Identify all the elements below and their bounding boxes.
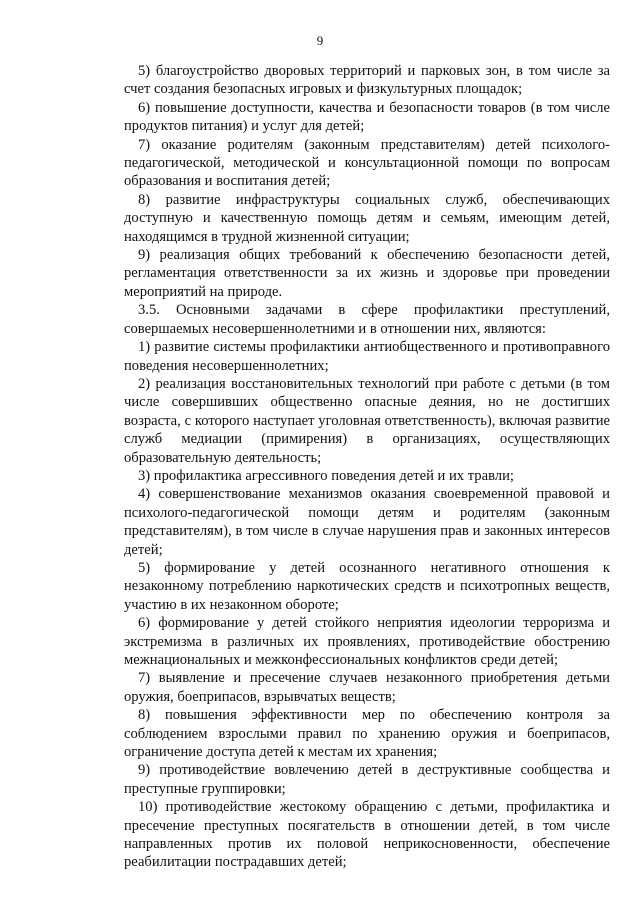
list-item-6-goods-accessibility: 6) повышение доступности, качества и безопасности товаров (в том числе продуктов питания) и услуг для детей;: [124, 99, 610, 135]
task-item-3: 3) профилактика агрессивного поведения детей и их травли;: [138, 467, 514, 484]
task-item-7: 7) выявление и пресечение случаев незаконного приобретения детьми оружия, боеприпасов, взрывчатых веществ;: [124, 670, 610, 705]
list-item-7-parent-assistance: 7) оказание родителям (законным представителям) детей психолого-педагогической, методической и консультационной помощи по вопросам образования и воспитания детей;: [124, 136, 610, 190]
task-item-2: 2) реализация восстановительных технологий при работе с детьми (в том числе совершивших общественно опасные деяния, но не достигших возраста, с которого наступает уголовная ответственность), включая развитие служб медиации (примирения) в организациях, осуществляющих образовательную деятельность;: [124, 375, 610, 466]
page-number: 9: [316, 33, 324, 48]
task-item-6: 6) формирование у детей стойкого неприятия идеологии терроризма и экстремизма в различных их проявлениях, противодействие обострению межнациональных и межконфессиональных конфликтов среди детей;: [124, 615, 610, 668]
task-item-8: 8) повышения эффективности мер по обеспечению контроля за соблюдением взрослыми правил по хранению оружия и боеприпасов, ограничение доступа детей к местам их хранения;: [124, 707, 610, 761]
list-item-9-safety-requirements: 9) реализация общих требований к обеспечению безопасности детей, регламентация ответственности за их жизнь и здоровье при проведении мероприятий на природе.: [124, 247, 610, 300]
task-item-10: 10) противодействие жестокому обращению с детьми, профилактика и пресечение преступных посягательств в отношении детей, в том числе направленных против их половой неприкосновенности, обеспечение реабилитации пострадавших детей;: [124, 799, 610, 871]
task-item-5: 5) формирование у детей осознанного негативного отношения к незаконному потреблению наркотических средств и психотропных веществ, участию в их незаконном обороте;: [124, 559, 610, 613]
list-item-8-social-infrastructure: 8) развитие инфраструктуры социальных служб, обеспечивающих доступную и качественную помощь детям и семьям, имеющим детей, находящимся в трудной жизненной ситуации;: [124, 191, 610, 245]
task-item-4: 4) совершенствование механизмов оказания своевременной правовой и психолого-педагогической помощи детям и родителям (законным представителям), в том числе в случае нарушения прав и законных интересов детей;: [124, 486, 610, 558]
list-item-5-yard-improvement: 5) благоустройство дворовых территорий и парковых зон, в том числе за счет создания безопасных игровых и физкультурных площадок;: [124, 63, 610, 98]
task-item-9: 9) противодействие вовлечению детей в деструктивные сообщества и преступные группировки;: [124, 762, 610, 797]
document-body: [124, 62, 610, 872]
task-item-1: 1) развитие системы профилактики антиобщественного и противоправного поведения несовершеннолетних;: [124, 339, 610, 374]
section-3-5-heading: 3.5. Основными задачами в сфере профилактики преступлений, совершаемых несовершеннолетними и в отношении них, являются:: [124, 302, 610, 337]
